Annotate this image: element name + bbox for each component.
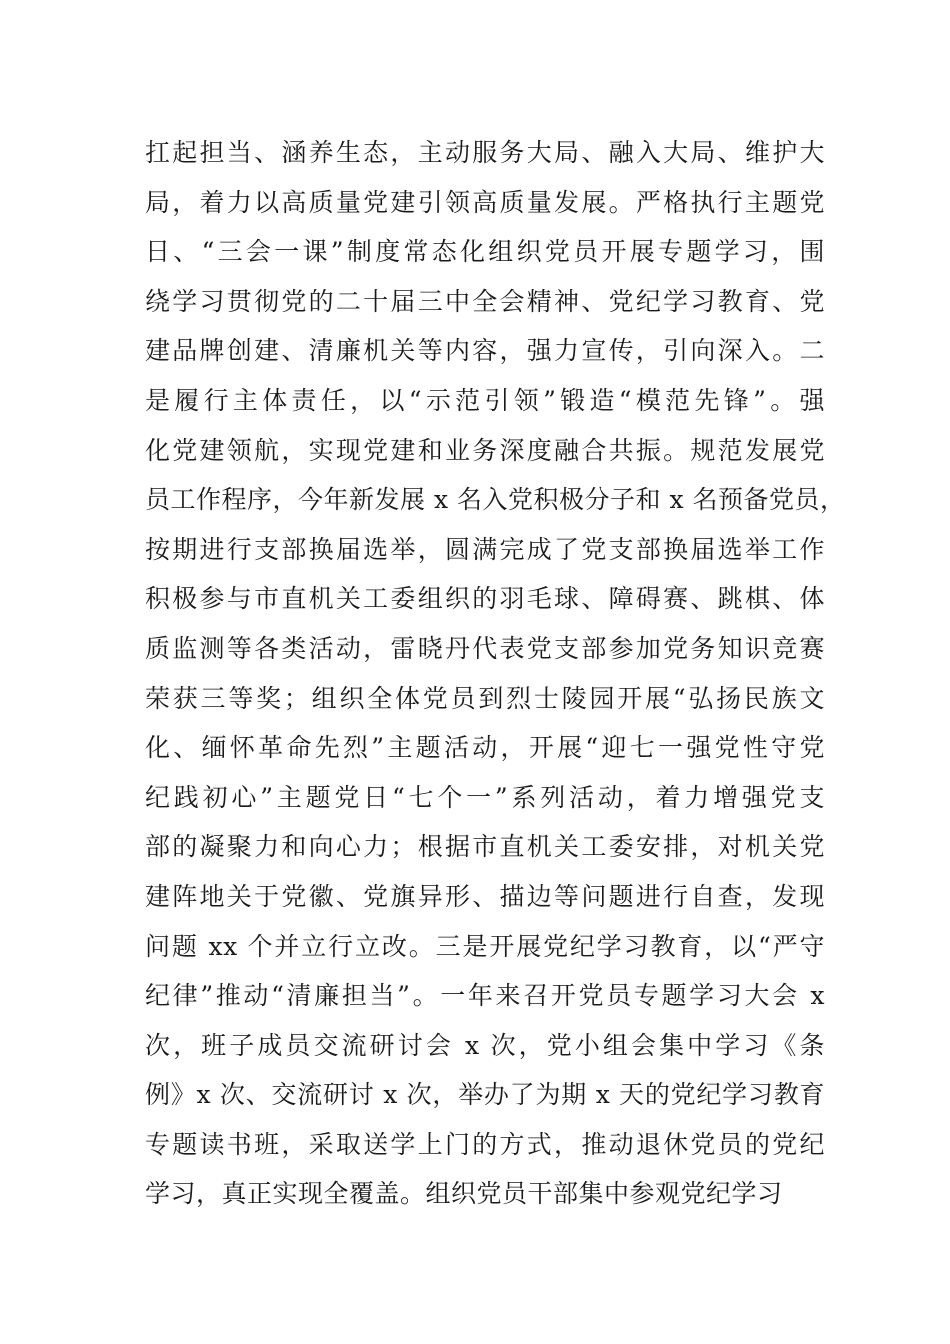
- text-line-6: 是履行主体责任，以“示范引领”锻造“模范先锋”。强: [145, 385, 825, 415]
- text-line-14: 纪践初心”主题党日“七个一”系列活动，着力增强党支: [145, 782, 825, 812]
- text-line-4: 绕学习贯彻党的二十届三中全会精神、党纪学习教育、党: [145, 286, 825, 316]
- text-line-9: 按期进行支部换届选举，圆满完成了党支部换届选举工作: [145, 534, 825, 564]
- text-line-13: 化、缅怀革命先烈”主题活动，开展“迎七一强党性守党: [145, 733, 825, 763]
- text-line-11: 质监测等各类活动，雷晓丹代表党支部参加党务知识竞赛: [145, 633, 825, 663]
- text-line-1: 扛起担当、涵养生态，主动服务大局、融入大局、维护大: [145, 138, 825, 167]
- text-line-21: 专题读书班，采取送学上门的方式，推动退休党员的党纪: [145, 1129, 825, 1159]
- text-line-18: 纪律”推动“清廉担当”。一年来召开党员专题学习大会 x: [145, 981, 825, 1011]
- text-line-17: 问题 xx 个并立行立改。三是开展党纪学习教育，以“严守: [145, 931, 825, 961]
- text-line-2: 局，着力以高质量党建引领高质量发展。严格执行主题党: [145, 187, 825, 217]
- text-line-16: 建阵地关于党徽、党旗异形、描边等问题进行自查，发现: [145, 881, 825, 911]
- text-line-12: 荣获三等奖；组织全体党员到烈士陵园开展“弘扬民族文: [145, 683, 825, 713]
- text-line-20: 例》x 次、交流研讨 x 次，举办了为期 x 天的党纪学习教育: [145, 1080, 825, 1110]
- text-line-10: 积极参与市直机关工委组织的羽毛球、障碍赛、跳棋、体: [145, 584, 825, 614]
- body-text: [145, 128, 846, 1219]
- text-line-19: 次，班子成员交流研讨会 x 次，党小组会集中学习《条: [145, 1030, 825, 1060]
- text-line-15: 部的凝聚力和向心力；根据市直机关工委安排，对机关党: [145, 832, 825, 862]
- text-line-22: 学习，真正实现全覆盖。组织党员干部集中参观党纪学习: [145, 1179, 783, 1209]
- text-line-8: 员工作程序，今年新发展 x 名入党积极分子和 x 名预备党员，: [145, 485, 846, 515]
- text-line-7: 化党建领航，实现党建和业务深度融合共振。规范发展党: [145, 435, 825, 465]
- text-line-5: 建品牌创建、清廉机关等内容，强力宣传，引向深入。二: [145, 336, 825, 366]
- text-line-3: 日、“三会一课”制度常态化组织党员开展专题学习，围: [145, 237, 825, 267]
